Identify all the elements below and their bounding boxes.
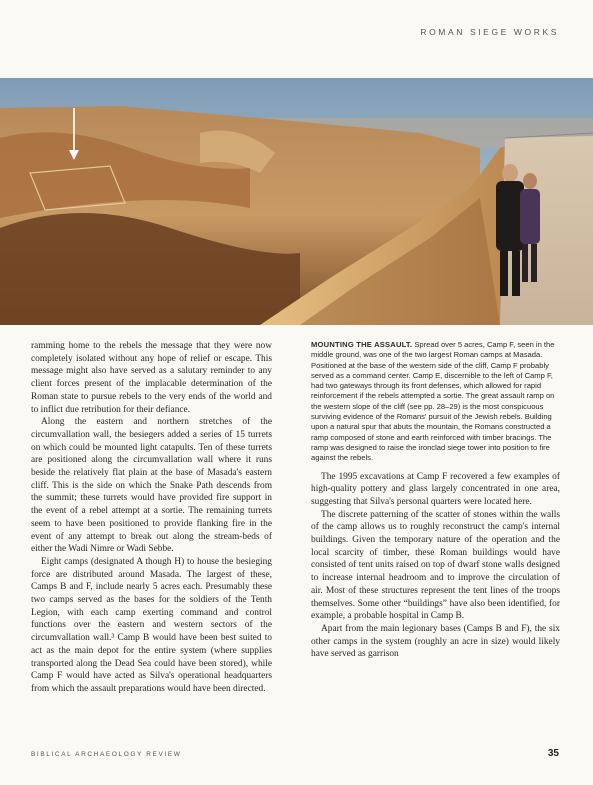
photo-caption [311,340,560,464]
body-paragraph: The discrete patterning of the scatter of stones within the walls of the camp allows us to roughly reconstruct the camp's internal buildings. Given the temporary nature of the operation and the local scarcity of timber, these Roman buildings would have consisted of tent units raised on top of dwarf stone walls designed to increase internal headroom and to improve the circulation of air. Most of these structures represent the tent lines of the troops themselves. Some other “buildings” have also been identified, for example, a probable hospital in Camp B. [311,509,560,622]
page-number: 35 [547,748,559,759]
body-paragraph: Eight camps (designated A though H) to house the besieging force are distributed around Masada. The largest of these, Camps B and F, include nearly 5 acres each. Presumably these two camps served as the bases for the soldiers of the Tenth Legion, with each camp exerting command and control functions over the eastern and western sectors of the circumvallation wall.³ Camp B would have been best suited to act as the main depot for the entire system (where supplies transported along the Dead Sea could have been stored), while Camp F would have acted as Silva's operational headquarters from which the assault preparations would have been directed. [31,556,272,694]
caption-lead: MOUNTING THE ASSAULT. [311,340,413,349]
body-paragraph: The 1995 excavations at Camp F recovered a few examples of high-quality pottery and glass largely concentrated in one area, suggesting that Silva's personal quarters were located here. [311,471,560,507]
photo-illustration [0,78,593,325]
masada-camp-photo [0,78,593,325]
right-text-column [311,340,560,661]
visitors-figures [496,164,540,296]
body-paragraph: ramming home to the rebels the message that they were now completely isolated without any hope of relief or escape. This message might also have served as a salutary reminder to any client forces present of the implacable determination of the Roman state to pursue rebels to the very ends of the world and to inflict due retribution for their defiance. [31,341,272,415]
publication-name: BIBLICAL ARCHAEOLOGY REVIEW [31,751,182,758]
caption-text: Spread over 5 acres, Camp F, seen in the middle ground, was one of the two largest Roman camps at Masada. Positioned at the base of the western side of the cliff, Camp F probably served as a command center. Camp E, discernible to the left of Camp F, had two gateways through its front defenses, which allowed for rapid reinforcement if the rebels attempted a sortie. The great assault ramp on the western slope of the cliff (see pp. 28–29) is the most conspicuous surviving evidence of the Romans' pursuit of the Jewish rebels. Building upon a natural spur that abuts the mountain, the Romans constructed a ramp composed of stone and earth reinforced with timber bracings. The ramp was designed to raise the ironclad siege tower into position to fire against the rebels. [311,340,555,463]
running-head: ROMAN SIEGE WORKS [420,27,559,37]
left-text-column [31,340,272,696]
body-paragraph: Apart from the main legionary bases (Camps B and F), the six other camps in the system (roughly an acre in size) would likely have served as garrison [311,624,560,660]
body-paragraph: Along the eastern and northern stretches of the circumvallation wall, the besiegers added a series of 15 turrets on which could be mounted light catapults. Ten of these turrets are positioned along the circumvallation wall where it runs beside the relatively flat plain at the base of Masada's eastern cliff. This is the side on which the Snake Path descends from the summit; these turrets would have provided fire support in the event of a rebel attempt at a sortie. The remaining turrets seem to have been positioned to provide flanking fire in the event of any attempt to break out along the stream-beds of either the Wadi Nimre or Wadi Sebbe. [31,417,272,555]
